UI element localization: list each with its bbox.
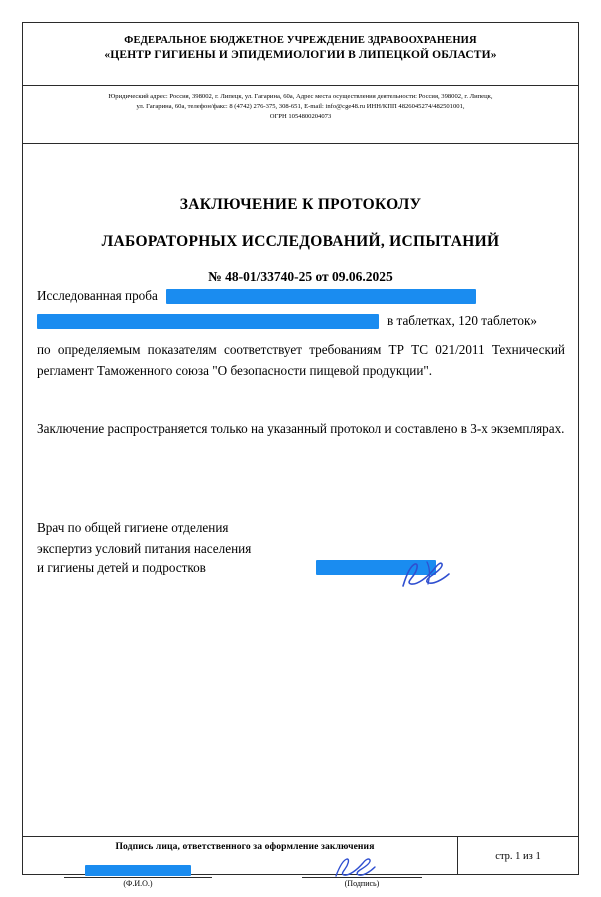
- redacted-block-sample-2: [37, 314, 379, 329]
- signer-position-line-2: экспертиз условий питания населения: [37, 541, 252, 557]
- redacted-block-sample-1: [166, 289, 476, 304]
- footer-responsible-title: Подпись лица, ответственного за оформление заключения: [115, 841, 375, 852]
- document-header: [23, 23, 578, 61]
- sample-label: Исследованная проба: [37, 288, 158, 303]
- address-line-3: ОГРН 1054800204073: [269, 113, 332, 121]
- signer-position-line-3-row: [37, 560, 565, 576]
- organization-name-line-2: «ЦЕНТР ГИГИЕНЫ И ЭПИДЕМИОЛОГИИ В ЛИПЕЦКОЙ ОБЛАСТИ»: [104, 49, 497, 61]
- footer-responsible-cell: [40, 841, 450, 888]
- conformity-text: по определяемым показателям соответствует требованиям ТР ТС 021/2011 Технический регламент Таможенного союза "О безопасности пищевой продукции".: [37, 342, 565, 379]
- title-line-2: ЛАБОРАТОРНЫХ ИССЛЕДОВАНИЙ, ИСПЫТАНИЙ: [101, 233, 500, 250]
- signature-block: [37, 517, 565, 576]
- footer-handwritten-signature-icon: [332, 856, 378, 880]
- header-divider-top: [23, 85, 578, 86]
- footer-caption-fio: (Ф.И.О.): [123, 879, 153, 888]
- footer-caption-signature: (Подпись): [344, 879, 380, 888]
- handwritten-signature-icon: [397, 560, 453, 590]
- address-line-2: ул. Гагарина, 60а, телефон/факс: 8 (4742) 276-375, 308-651, E-mail: info@cge48.ru ИНН/КПП 4826045274/482501001,: [136, 103, 465, 111]
- sample-line-continued: [37, 309, 565, 333]
- address-line-1: Юридический адрес: Россия, 398002, г. Липецк, ул. Гагарина, 60а, Адрес места осуществления деятельности: Россия, 398002, г. Липецк,: [108, 93, 493, 100]
- organization-name-line-1: ФЕДЕРАЛЬНОЕ БЮДЖЕТНОЕ УЧРЕЖДЕНИЕ ЗДРАВООХРАНЕНИЯ: [124, 35, 477, 46]
- conformity-paragraph: [37, 339, 565, 382]
- scope-text: Заключение распространяется только на указанный протокол и составлено в 3-х экземплярах.: [37, 420, 565, 436]
- title-line-1: ЗАКЛЮЧЕНИЕ К ПРОТОКОЛУ: [179, 196, 422, 213]
- document-title: [23, 196, 578, 285]
- organization-address: [33, 92, 568, 123]
- fio-underline: [64, 877, 212, 878]
- page-indicator: стр. 1 из 1: [495, 851, 541, 862]
- protocol-number: № 48-01/33740-25 от 09.06.2025: [208, 269, 393, 284]
- sample-tail-text: в таблетках, 120 таблеток»: [387, 313, 537, 328]
- signer-position-line-1: Врач по общей гигиене отделения: [37, 520, 229, 535]
- header-divider-bottom: [23, 143, 578, 144]
- footer-signature-lines: [40, 866, 450, 888]
- document-body: [37, 285, 565, 439]
- page-border: [22, 22, 579, 875]
- signer-position-line-3: и гигиены детей и подростков: [37, 559, 206, 575]
- redacted-block-footer-name: [85, 865, 191, 876]
- footer-divider: [23, 836, 578, 837]
- scope-paragraph: [37, 418, 565, 439]
- sample-line: [37, 285, 565, 307]
